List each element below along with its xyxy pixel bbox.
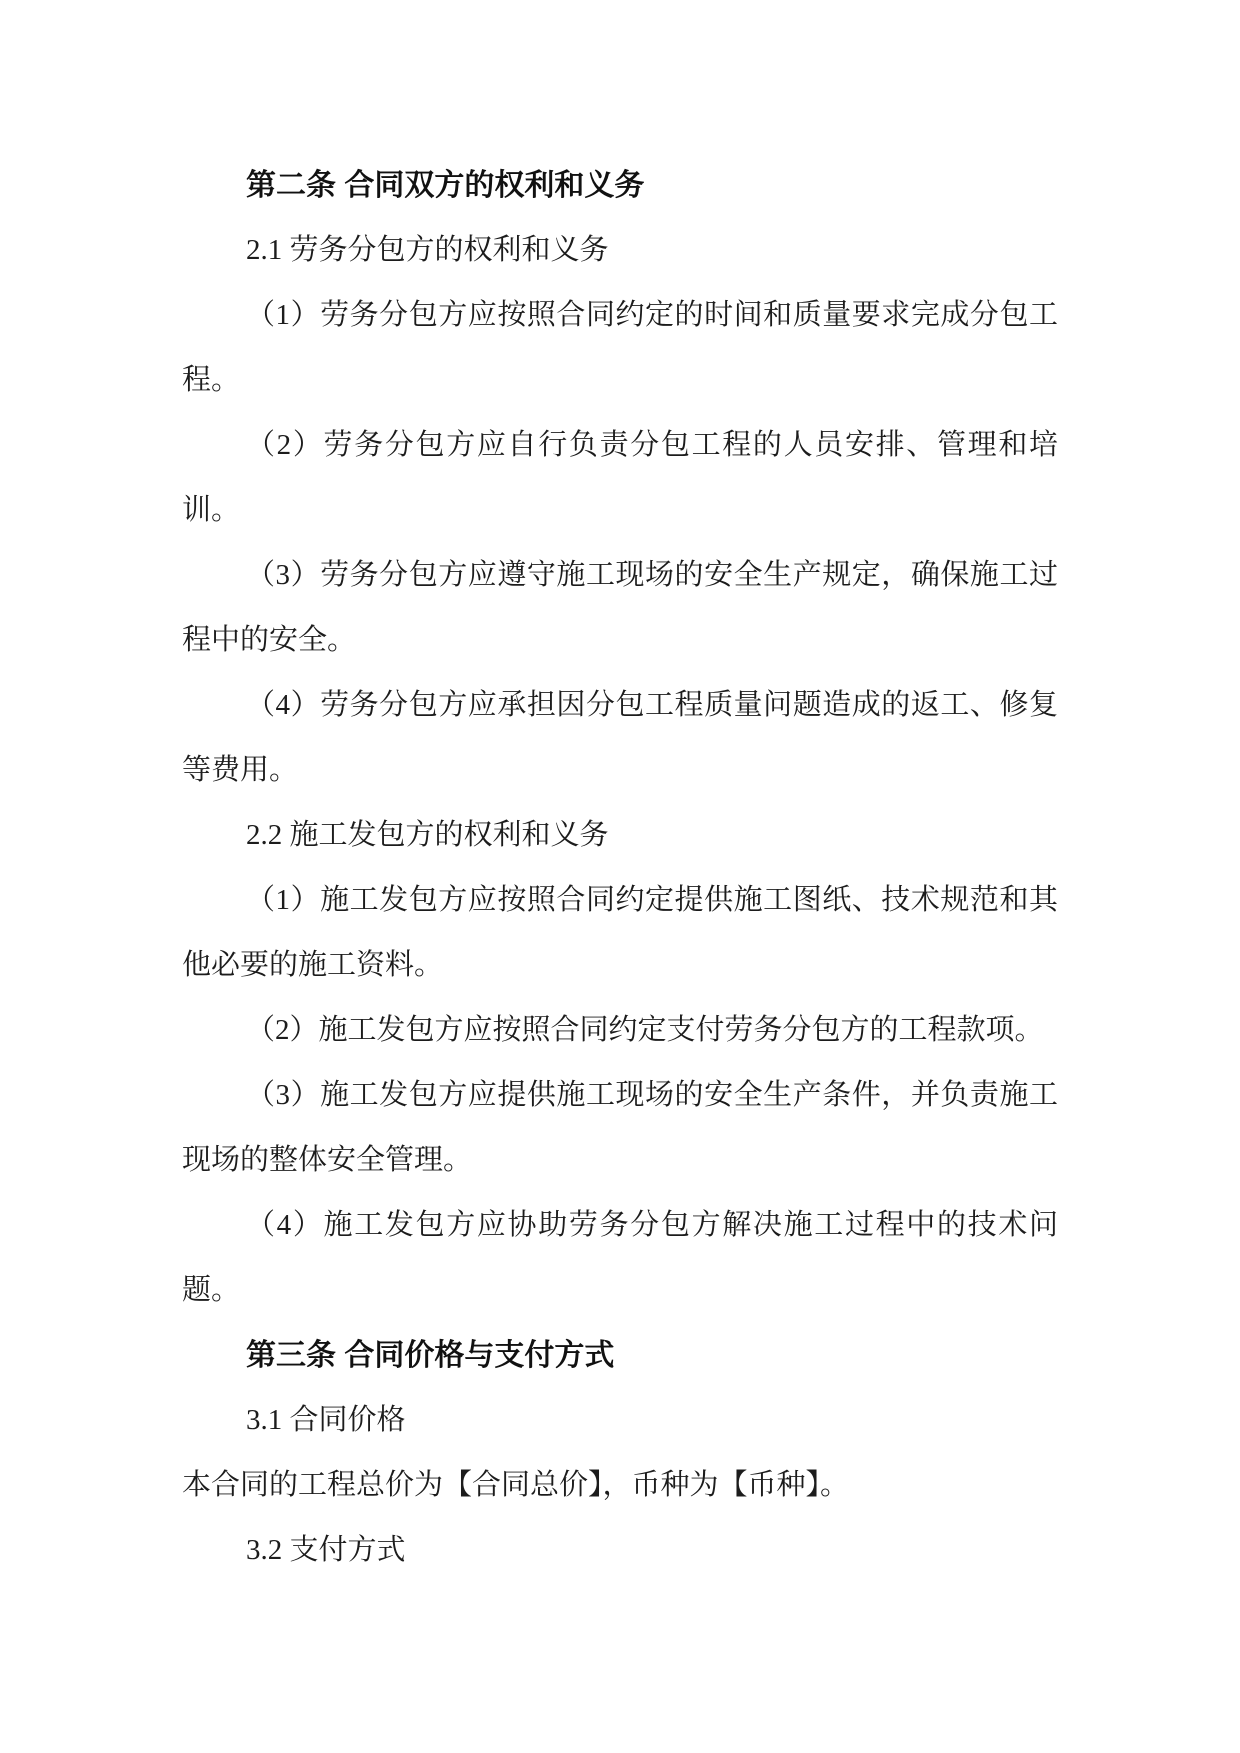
contract-paragraph: （2）劳务分包方应自行负责分包工程的人员安排、管理和培训。 bbox=[182, 429, 1058, 526]
section-heading: 第三条 合同价格与支付方式 bbox=[246, 1339, 615, 1372]
document-body bbox=[182, 153, 1058, 1583]
section-heading: 第二条 合同双方的权利和义务 bbox=[246, 169, 645, 202]
contract-paragraph: （2）施工发包方应按照合同约定支付劳务分包方的工程款项。 bbox=[246, 1014, 1044, 1046]
contract-paragraph: 2.1 劳务分包方的权利和义务 bbox=[246, 234, 609, 266]
contract-paragraph: （3）施工发包方应提供施工现场的安全生产条件，并负责施工现场的整体安全管理。 bbox=[182, 1079, 1058, 1176]
contract-paragraph: 3.2 支付方式 bbox=[246, 1534, 406, 1566]
contract-paragraph: 3.1 合同价格 bbox=[246, 1404, 406, 1436]
contract-paragraph: 本合同的工程总价为【合同总价】，币种为【币种】。 bbox=[182, 1469, 850, 1501]
contract-paragraph: （3）劳务分包方应遵守施工现场的安全生产规定，确保施工过程中的安全。 bbox=[182, 559, 1058, 656]
contract-paragraph: （4）劳务分包方应承担因分包工程质量问题造成的返工、修复等费用。 bbox=[182, 689, 1058, 786]
contract-paragraph: （1）施工发包方应按照合同约定提供施工图纸、技术规范和其他必要的施工资料。 bbox=[182, 884, 1058, 981]
contract-paragraph: 2.2 施工发包方的权利和义务 bbox=[246, 819, 609, 851]
contract-paragraph: （1）劳务分包方应按照合同约定的时间和质量要求完成分包工程。 bbox=[182, 299, 1058, 396]
contract-paragraph: （4）施工发包方应协助劳务分包方解决施工过程中的技术问题。 bbox=[182, 1209, 1058, 1306]
